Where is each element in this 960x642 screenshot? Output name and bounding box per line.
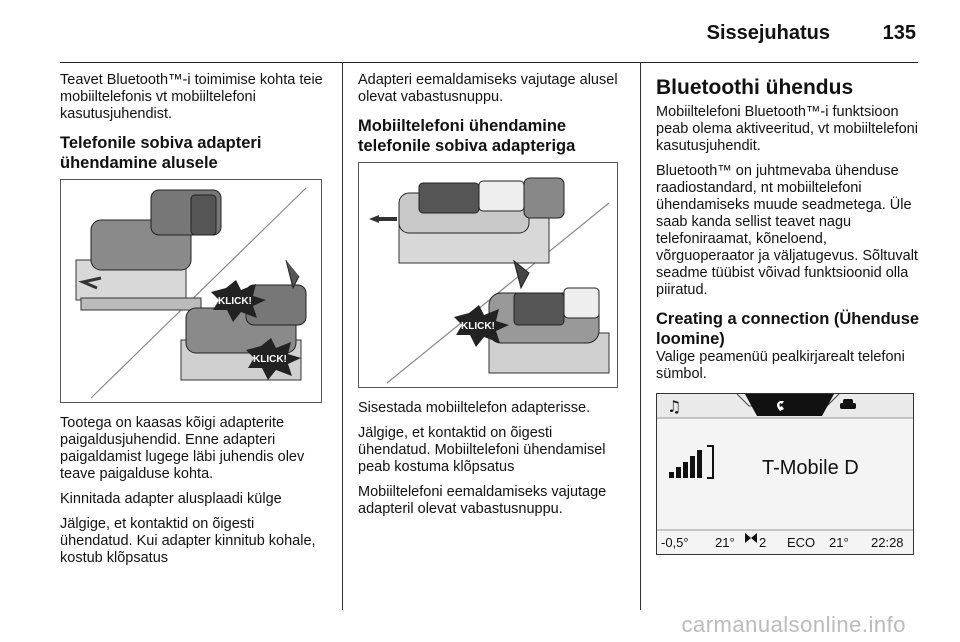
- section-heading: Telefonile sobiva adapteri ühendamine alusele: [60, 134, 262, 172]
- signal-strength-icon: [669, 446, 713, 478]
- temp-right: 21°: [829, 535, 849, 550]
- temp-left: 21°: [715, 535, 735, 550]
- paragraph: Teavet Bluetooth™-i toimimise kohta teie mobiiltelefonis vt mobiiltelefoni kasutusjuhendist.: [60, 72, 323, 122]
- klick-label: KLICK!: [461, 321, 495, 332]
- section-heading: Bluetoothi ühendus: [656, 76, 854, 99]
- watermark: carmanualsonline.info: [681, 612, 906, 637]
- adapter-mount-illustration: [60, 179, 322, 403]
- section-title: Sissejuhatus: [706, 22, 830, 44]
- paragraph: Jälgige, et kontaktid on õigesti ühendatud. Kui adapter kinnitub kohale, kostub klõpsatus: [60, 516, 316, 566]
- column-divider: [342, 62, 343, 610]
- eco-indicator: ECO: [787, 535, 816, 550]
- phone-adapter-illustration: [358, 162, 618, 388]
- paragraph: Mobiiltelefoni Bluetooth™-i funktsioon peab olema aktiveeritud, vt mobiiltelefoni kasutusjuhendit.: [656, 104, 918, 154]
- phone-tab: [745, 394, 834, 416]
- svg-text:♫: ♫: [667, 397, 682, 416]
- column-3: [656, 72, 920, 555]
- clock: 22:28: [871, 535, 904, 550]
- klick-label: KLICK!: [253, 354, 287, 365]
- fan-speed: 2: [759, 535, 767, 550]
- paragraph: Adapteri eemaldamiseks vajutage alusel olevat vabastusnuppu.: [358, 72, 618, 105]
- paragraph: Valige peamenüü pealkirjarealt telefoni sümbol.: [656, 349, 905, 382]
- paragraph: Mobiiltelefoni eemaldamiseks vajutage adapteril olevat vabastusnuppu.: [358, 484, 607, 517]
- page-number: 135: [882, 22, 916, 44]
- fan-icon: [745, 533, 757, 543]
- section-heading: Creating a connection (Ühenduse loomine): [656, 310, 920, 348]
- music-note-icon: [667, 397, 681, 416]
- page-header: [60, 0, 918, 63]
- column-1: [60, 72, 330, 575]
- paragraph: Tootega on kaasas kõigi adapterite paigaldusjuhendid. Enne adapteri paigaldamist lugege läbi juhendis olev teave paigalduse kohta.: [60, 415, 305, 482]
- column-2: [358, 72, 620, 526]
- paragraph: Jälgige, et kontaktid on õigesti ühendatud. Mobiiltelefoni ühendamisel peab kostuma klõpsatus: [358, 425, 606, 475]
- network-name: T-Mobile D: [762, 457, 859, 479]
- outside-temp: -0,5°: [661, 535, 689, 550]
- section-heading: Mobiiltelefoni ühendamine telefonile sobiva adapteriga: [358, 117, 576, 155]
- infotainment-display: [656, 393, 914, 555]
- klick-label: KLICK!: [218, 296, 252, 307]
- paragraph: Bluetooth™ on juhtmevaba ühenduse raadiostandard, nt mobiiltelefoni ühendamiseks muude seadmetega. Üle saab kanda sellist teavet nagu telefoniraamat, kõneloend, võrguoperaator ja väljatugevus. Sõltuvalt seadme tüübist võivad funktsioonid olla piiratud.: [656, 163, 918, 298]
- paragraph: Sisestada mobiiltelefon adapterisse.: [358, 400, 591, 416]
- column-divider: [640, 62, 641, 610]
- paragraph: Kinnitada adapter alusplaadi külge: [60, 491, 282, 507]
